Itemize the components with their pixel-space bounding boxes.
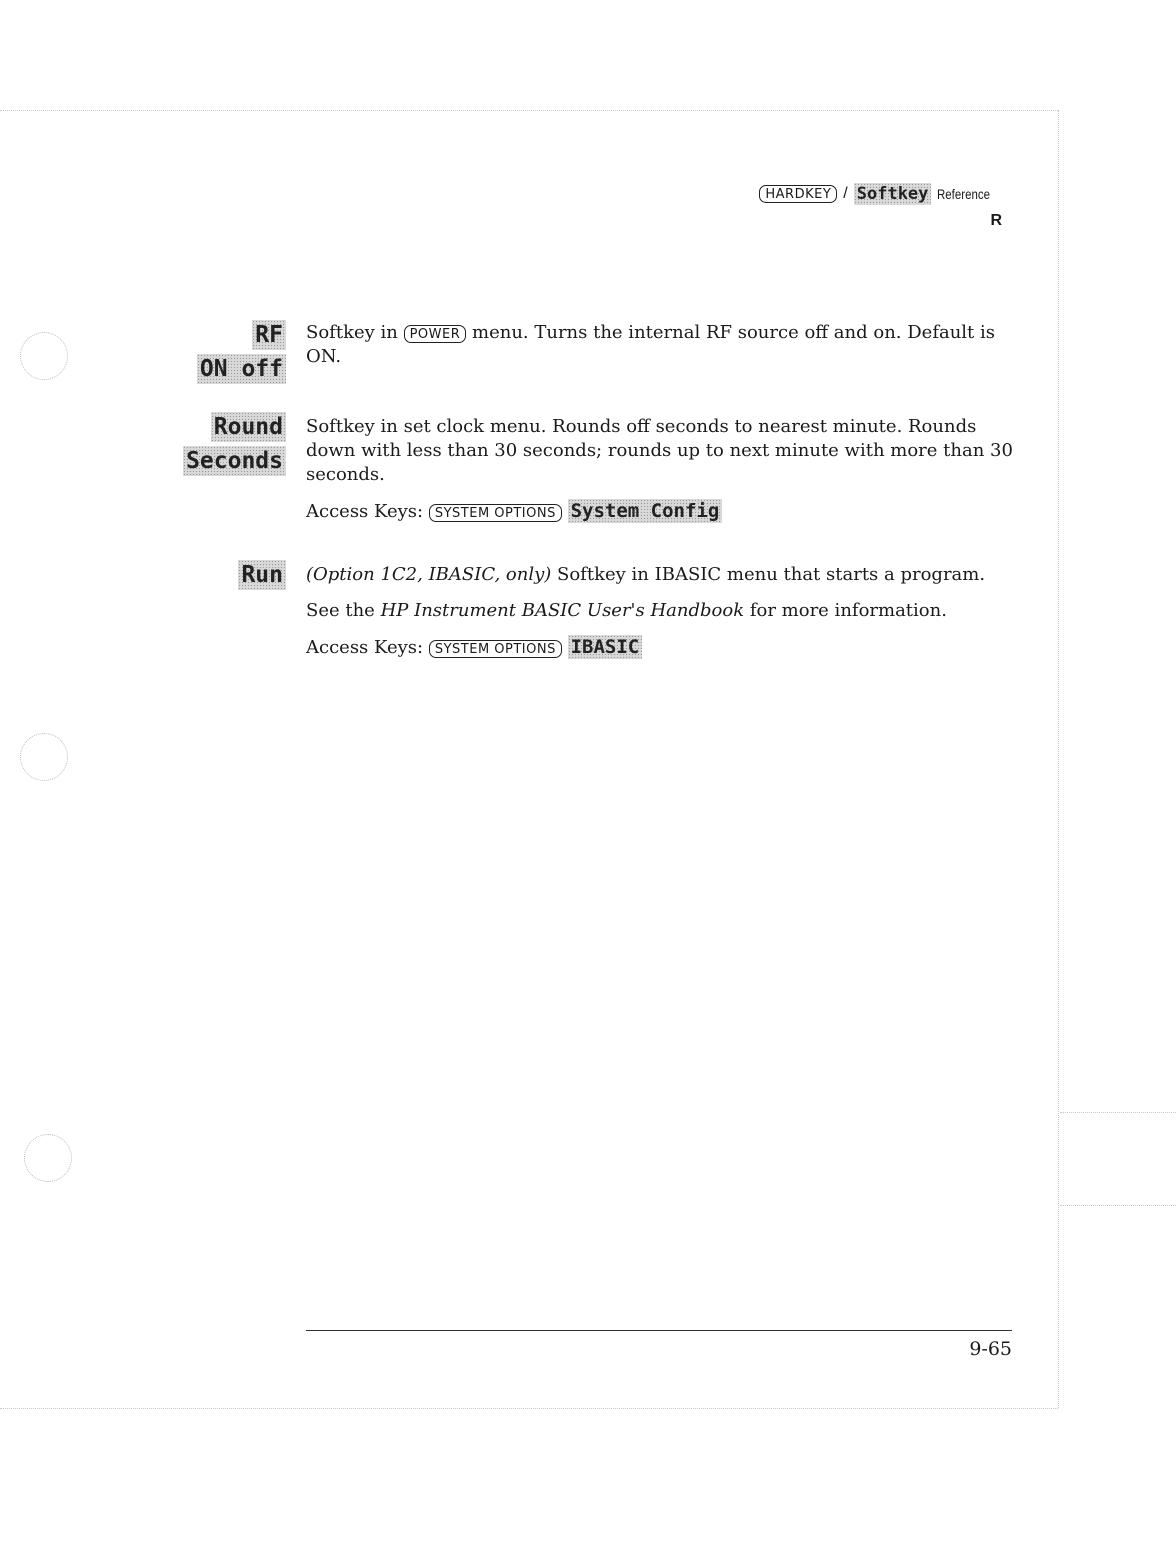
system-options-hardkey: SYSTEM OPTIONS (429, 504, 562, 522)
softkey-label-line: RF (252, 320, 286, 350)
softkey-label-line: ON off (197, 354, 286, 384)
page-number: 9-65 (969, 1338, 1012, 1360)
access-keys: Access Keys: SYSTEM OPTIONS IBASIC (306, 635, 1014, 660)
header-reference: Reference (937, 186, 991, 202)
entry-description (306, 321, 1014, 369)
footer-rule (306, 1330, 1012, 1331)
see-also: See the HP Instrument BASIC User's Handbook for more information. (306, 600, 947, 621)
system-config-softkey: System Config (568, 499, 723, 523)
punch-hole-middle (20, 733, 68, 781)
entry-description (306, 563, 1014, 660)
description-paragraph: (Option 1C2, IBASIC, only) Softkey in IBASIC menu that starts a program. (306, 564, 986, 585)
option-note: (Option 1C2, IBASIC, only) (306, 564, 552, 585)
system-options-hardkey: SYSTEM OPTIONS (429, 640, 562, 658)
entry-key (183, 412, 286, 476)
description-paragraph: Softkey in set clock menu. Rounds off seconds to nearest minute. Rounds down with less than 30 seconds; rounds up to next minute with more than 30 seconds. (306, 416, 1013, 485)
scan-tab-top (1060, 1112, 1176, 1113)
punch-hole-top (20, 332, 68, 380)
scan-border-bottom (0, 1408, 1058, 1409)
entry-key (197, 320, 286, 384)
softkey-label-line: Seconds (183, 446, 286, 476)
punch-hole-bottom (24, 1134, 72, 1182)
access-keys: Access Keys: SYSTEM OPTIONS System Config (306, 499, 1014, 524)
ibasic-softkey: IBASIC (568, 635, 643, 659)
scan-border-right (1058, 110, 1059, 1408)
scan-border-top (0, 110, 1058, 111)
header-softkey: Softkey (854, 183, 932, 205)
handbook-title: HP Instrument BASIC User's Handbook (380, 600, 745, 621)
header-separator: / (843, 185, 848, 202)
entry-key (238, 560, 286, 590)
softkey-label-line: Run (238, 560, 286, 590)
section-letter: R (990, 212, 1002, 229)
softkey-label-line: Round (211, 412, 286, 442)
scan-tab-bottom (1060, 1205, 1176, 1206)
header-hardkey: HARDKEY (759, 185, 837, 203)
entry-description (306, 415, 1014, 524)
description-paragraph: Softkey in POWER menu. Turns the internal RF source off and on. Default is ON. (306, 322, 996, 367)
power-hardkey: POWER (404, 325, 467, 343)
running-header (759, 183, 1002, 205)
